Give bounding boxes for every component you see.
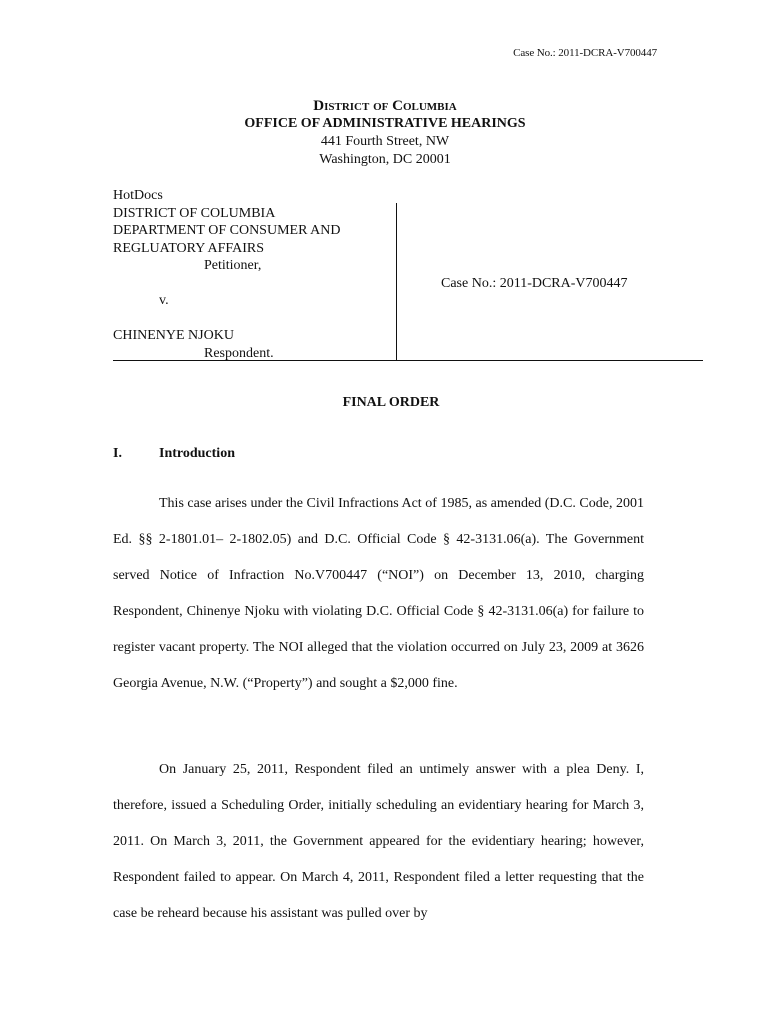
caption-spacer (113, 310, 397, 328)
body-paragraph-1 (113, 486, 644, 702)
masthead (0, 97, 770, 169)
paragraph-text: This case arises under the Civil Infractions Act of 1985, as amended (D.C. Code, 2001 Ed. §§ 2-1801.01– 2-1802.05) and D.C. Official Code § 42-3131.06(a). The Government served Notice of Infraction No.V700447 (“NOI”) on December 13, 2010, charging Respondent, Chinenye Njoku with violating D.C. Official Code § 42-3131.06(a) for failure to register vacant property. The NOI alleged that the violation occurred on July 23, 2009 at 3626 Georgia Avenue, N.W. (“Property”) and sought a $2,000 fine. (113, 496, 644, 691)
petitioner-line: DISTRICT OF COLUMBIA (113, 205, 276, 221)
address-line-1: 441 Fourth Street, NW (320, 134, 450, 149)
caption-divider (396, 203, 397, 360)
section-title: Introduction (159, 446, 235, 461)
petitioner-line: HotDocs (113, 188, 163, 203)
case-caption (113, 187, 703, 361)
caption-case-number: Case No.: 2011-DCRA-V700447 (441, 276, 628, 291)
petitioner-line: REGLUATORY AFFAIRS (113, 240, 265, 256)
section-heading (113, 446, 235, 462)
respondent-name: CHINENYE NJOKU (113, 328, 234, 343)
versus-label: v. (159, 293, 169, 308)
running-header-case-number: Case No.: 2011-DCRA-V700447 (513, 47, 657, 59)
section-number: I. (113, 446, 122, 461)
petitioner-label: Petitioner, (204, 258, 262, 273)
address-line-2: Washington, DC 20001 (319, 152, 451, 167)
caption-spacer (113, 275, 397, 293)
respondent-label: Respondent. (204, 345, 274, 361)
document-title: FINAL ORDER (342, 395, 440, 410)
court-district: District of Columbia (313, 98, 457, 114)
petitioner-line: DEPARTMENT OF CONSUMER AND (113, 223, 341, 238)
paragraph-text: On January 25, 2011, Respondent filed an untimely answer with a plea Deny. I, therefore, issued a Scheduling Order, initially scheduling an evidentiary hearing for March 3, 2011. On March 3, 2011, the Government appeared for the evidentiary hearing; however, Respondent failed to appear. On March 4, 2011, Respondent filed a letter requesting that the case be reheard because his assistant was pulled over by (113, 762, 644, 921)
body-paragraph-2 (113, 752, 644, 932)
court-office: OFFICE OF ADMINISTRATIVE HEARINGS (244, 116, 526, 131)
caption-parties (113, 187, 397, 360)
